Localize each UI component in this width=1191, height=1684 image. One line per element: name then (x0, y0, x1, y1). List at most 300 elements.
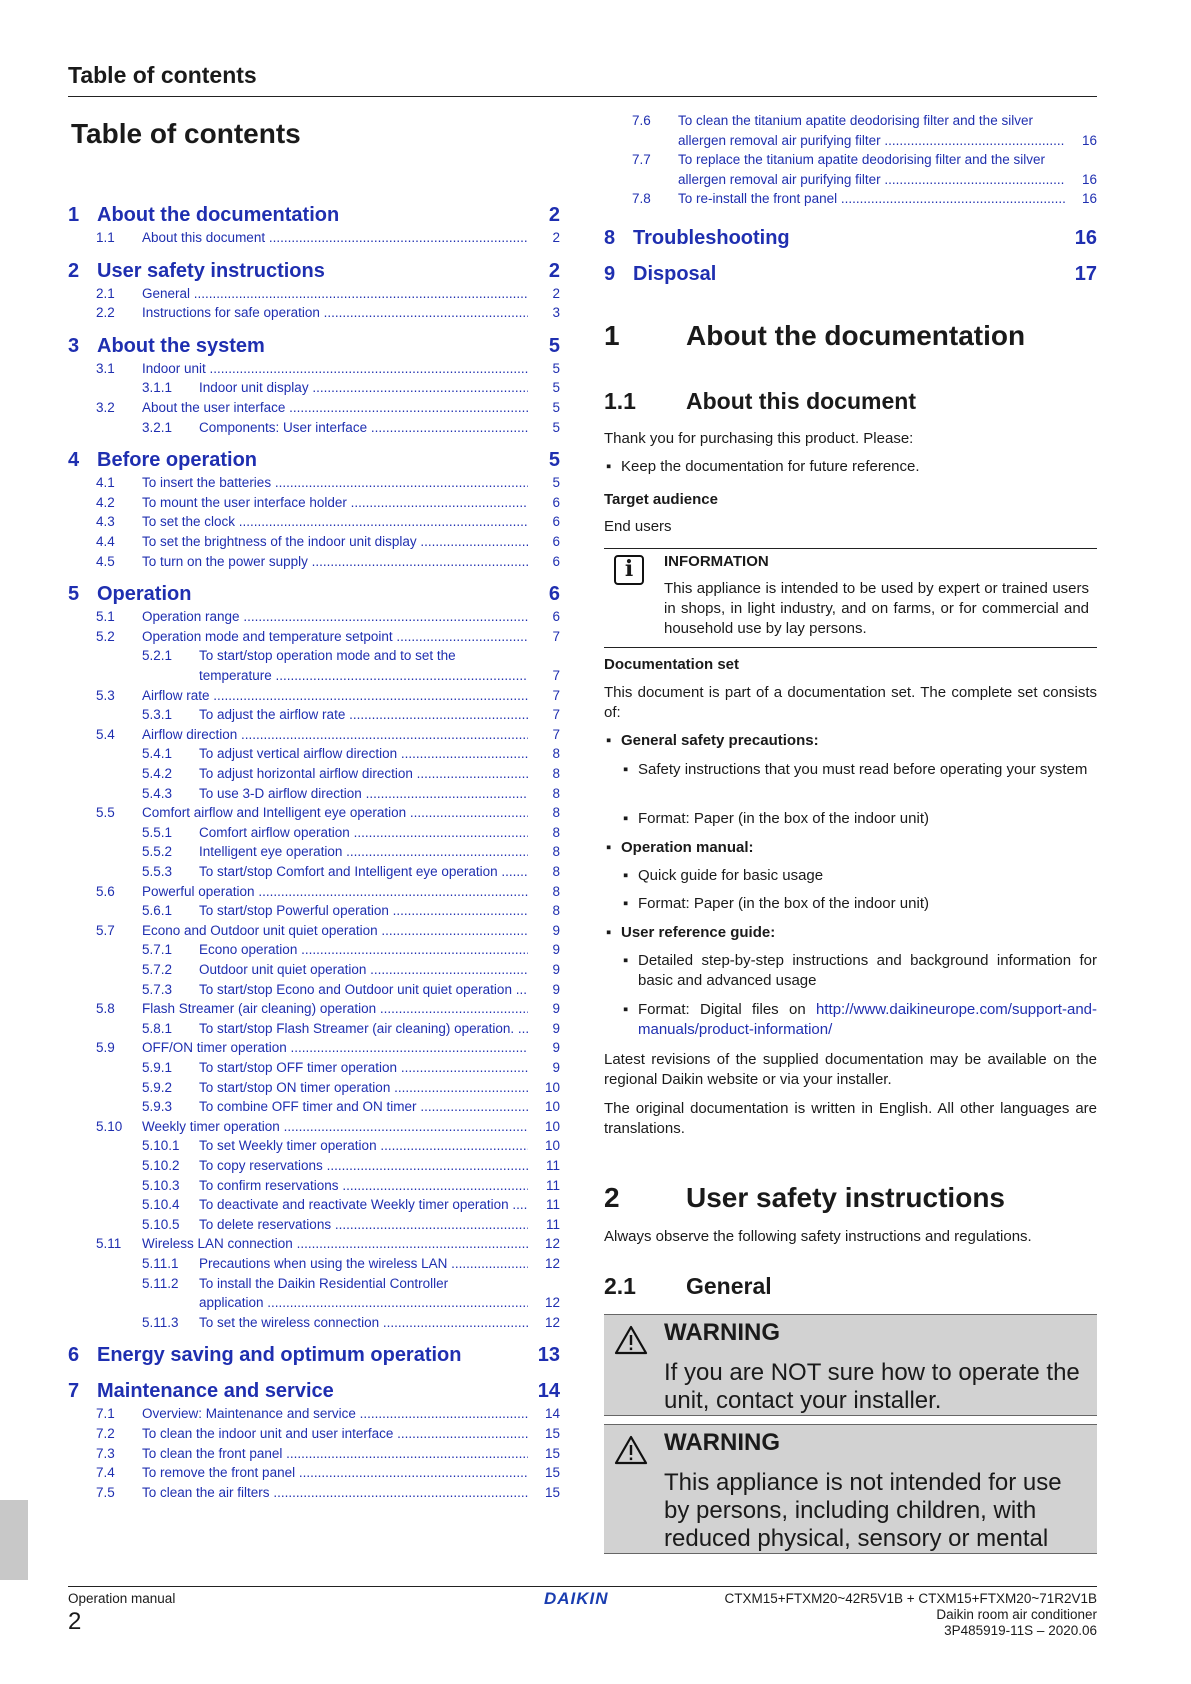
toc-entry-page: 11 (545, 1216, 560, 1232)
toc-entry-number: 7.6 (632, 113, 651, 128)
toc-entry-title: To replace the titanium apatite deodorising filter and the silver (678, 152, 1045, 168)
toc-entry-title: To copy reservations ..... (199, 1158, 528, 1173)
toc-entry-number: 5.11.1 (142, 1256, 179, 1271)
toc-entry-page: 8 (552, 805, 560, 821)
toc-entry-number: 4.4 (96, 534, 115, 549)
toc-entry[interactable] (68, 805, 560, 825)
toc-entry-title: OFF/ON timer operation ..... (142, 1040, 528, 1055)
toc-entry-number: 4.2 (96, 494, 115, 510)
toc-entry-title: General ..... (142, 286, 528, 301)
toc-entry-page: 8 (552, 766, 560, 781)
footer-page-number: 2 (68, 1608, 82, 1635)
toc-entry-number: 3.1 (96, 360, 115, 376)
toc-entry-page: 9 (552, 981, 560, 997)
toc-entry-page: 8 (552, 746, 560, 762)
docset-subitem: ▪ Format: Paper (in the box of the indoor unit) (623, 895, 929, 912)
toc-title: Table of contents (71, 118, 301, 149)
toc-entry-page: 2 (548, 204, 560, 226)
toc-entry-page: 6 (552, 609, 560, 625)
toc-entry-page: 11 (545, 1197, 560, 1213)
toc-entry[interactable] (68, 688, 560, 708)
toc-entry-number: 9 (604, 263, 616, 285)
toc-chapter-entry[interactable] (68, 204, 560, 232)
toc-entry-number: 5.10.2 (142, 1158, 180, 1173)
warning-heading: WARNING (664, 1319, 780, 1346)
toc-entry-title: Components: User interface ..... (199, 420, 528, 435)
toc-entry-number: 5.5.1 (142, 824, 173, 840)
toc-entry-title: Intelligent eye operation ..... (199, 844, 528, 859)
toc-entry[interactable] (68, 420, 560, 440)
toc-entry-title: To remove the front panel ..... (142, 1465, 528, 1480)
toc-entry[interactable] (68, 1426, 560, 1446)
docset-subitem: ▪ Quick guide for basic usage (623, 867, 824, 884)
toc-entry-number: 7 (68, 1380, 80, 1403)
side-tab (0, 1500, 28, 1580)
toc-entry-title: Indoor unit display ..... (199, 380, 528, 395)
toc-entry-title: Troubleshooting (633, 227, 790, 249)
toc-entry[interactable] (68, 1138, 560, 1158)
section-number: 1.1 (604, 388, 636, 414)
toc-entry[interactable] (68, 1295, 560, 1315)
toc-entry-title: To set the wireless connection ..... (199, 1315, 528, 1330)
toc-entry[interactable] (68, 1119, 560, 1139)
toc-entry-page: 16 (1081, 191, 1097, 207)
toc-entry-number: 5.10.4 (142, 1197, 180, 1213)
toc-entry-number: 4.5 (96, 553, 115, 569)
toc-entry-page: 7 (552, 707, 560, 723)
toc-entry-page: 2 (552, 285, 560, 301)
toc-entry-title: Weekly timer operation ..... (142, 1119, 528, 1134)
section-1-1-heading (604, 388, 1097, 418)
toc-entry[interactable] (68, 1178, 560, 1198)
toc-entry-page: 8 (552, 883, 560, 899)
toc-entry[interactable] (68, 942, 560, 962)
section-title: About this document (686, 388, 916, 414)
toc-chapter-entry[interactable] (68, 1344, 560, 1372)
toc-entry-number: 7.8 (632, 191, 651, 207)
toc-chapter-entry[interactable] (68, 583, 560, 611)
toc-entry-page: 10 (544, 1118, 560, 1134)
toc-entry-page: 9 (552, 1060, 560, 1075)
toc-entry-page: 12 (544, 1314, 560, 1330)
toc-entry[interactable] (68, 1060, 560, 1080)
toc-entry-title: To adjust the airflow rate ..... (199, 707, 528, 722)
toc-entry-number: 5.1 (96, 609, 115, 625)
toc-entry-number: 5.3 (96, 687, 115, 703)
section-title: User safety instructions (686, 1182, 1005, 1213)
toc-entry-title: To confirm reservations ..... (199, 1178, 528, 1193)
toc-entry-page: 2 (552, 230, 560, 245)
toc-entry-title: To deactivate and reactivate Weekly timer operation ..... (199, 1197, 528, 1212)
toc-entry-page: 9 (552, 1020, 560, 1036)
toc-entry-title: About the system (97, 334, 265, 357)
toc-entry-page: 15 (544, 1465, 560, 1481)
toc-entry-title: Maintenance and service (97, 1380, 334, 1403)
toc-entry[interactable] (68, 825, 560, 845)
toc-entry-page: 6 (552, 553, 560, 569)
toc-entry[interactable] (68, 766, 560, 786)
toc-entry-page: 13 (537, 1344, 560, 1367)
toc-entry-page: 12 (544, 1295, 560, 1311)
toc-entry-page: 11 (545, 1158, 560, 1173)
toc-entry[interactable] (68, 609, 560, 629)
toc-entry-number: 5.4.1 (142, 746, 173, 762)
footer-model: CTXM15+FTXM20~42R5V1B + CTXM15+FTXM20~71R2V1B (724, 1591, 1097, 1606)
footer-doc-type: Operation manual (68, 1591, 176, 1606)
section-2-intro: Always observe the following safety instructions and regulations. (604, 1228, 1032, 1245)
toc-entry[interactable] (68, 1080, 560, 1100)
toc-entry[interactable] (68, 1040, 560, 1060)
toc-entry[interactable] (68, 1256, 560, 1276)
toc-entry-page: 6 (552, 534, 560, 549)
toc-entry-page: 5 (552, 380, 560, 396)
toc-entry-title: Before operation (97, 449, 258, 472)
toc-entry-number: 5.6 (96, 883, 115, 899)
toc-entry-title: User safety instructions (97, 259, 325, 282)
toc-entry-page: 6 (548, 583, 560, 606)
toc-entry-number: 8 (604, 227, 616, 249)
toc-entry-page: 8 (552, 785, 560, 801)
warning-triangle-icon (614, 1435, 648, 1465)
toc-entry-title: allergen removal air purifying filter ..... (678, 133, 1065, 148)
toc-chapter-entry[interactable] (68, 260, 560, 288)
toc-entry-number: 3.1.1 (142, 380, 173, 396)
toc-entry-page: 5 (548, 449, 560, 472)
toc-entry-title: To clean the indoor unit and user interface ..... (142, 1426, 528, 1441)
toc-entry-title: Operation range ..... (142, 609, 528, 624)
toc-entry-title: About the documentation (97, 204, 340, 226)
toc-entry[interactable] (68, 1236, 560, 1256)
intro-bullet: ▪ Keep the documentation for future reference. (606, 458, 920, 475)
toc-entry-page: 8 (552, 903, 560, 919)
toc-entry-number: 6 (68, 1344, 80, 1367)
section-number: 2 (604, 1182, 620, 1213)
section-title: About the documentation (686, 320, 1026, 351)
toc-entry-number: 5.2.1 (142, 648, 173, 664)
toc-entry-title: To start/stop Flash Streamer (air cleaning) operation. ..... (199, 1021, 528, 1036)
toc-entry[interactable] (68, 1021, 560, 1041)
footer-product: Daikin room air conditioner (936, 1607, 1097, 1622)
toc-entry-title: Instructions for safe operation ..... (142, 305, 528, 320)
section-1-heading (604, 320, 1097, 356)
toc-entry-title: To turn on the power supply ..... (142, 554, 528, 569)
toc-entry[interactable] (68, 648, 560, 668)
toc-entry-number: 5.5.3 (142, 864, 173, 879)
toc-entry-number: 5.4.3 (142, 785, 173, 801)
toc-entry[interactable] (68, 844, 560, 864)
toc-entry-number: 5.9 (96, 1040, 115, 1056)
footer-doc-code: 3P485919-11S – 2020.06 (944, 1623, 1097, 1638)
toc-entry-title: To start/stop OFF timer operation ..... (199, 1060, 528, 1075)
toc-entry[interactable] (68, 1446, 560, 1466)
toc-entry-number: 1.1 (96, 230, 115, 245)
section-2-1-heading (604, 1273, 1097, 1303)
warning-box (604, 1424, 1097, 1554)
toc-entry-page: 7 (552, 668, 560, 683)
toc-entry-page: 12 (544, 1236, 560, 1252)
header-rule (68, 96, 1097, 97)
toc-entry-number: 2.2 (96, 305, 115, 321)
toc-entry-page: 6 (552, 514, 560, 530)
toc-entry[interactable] (68, 668, 560, 688)
toc-entry-page: 14 (544, 1406, 560, 1422)
toc-entry-page: 14 (537, 1380, 560, 1403)
toc-entry-title: To start/stop ON timer operation ..... (199, 1080, 528, 1095)
toc-entry-title: Flash Streamer (air cleaning) operation ..... (142, 1001, 528, 1016)
toc-entry-title: To start/stop Comfort and Intelligent eye operation ..... (199, 864, 528, 879)
toc-entry-number: 5.9.2 (142, 1079, 173, 1095)
toc-entry-page: 9 (552, 1040, 560, 1056)
toc-entry-page: 9 (552, 942, 560, 958)
toc-entry-title: To adjust horizontal airflow direction ..... (199, 766, 528, 781)
toc-entry-page: 11 (545, 1177, 560, 1193)
toc-entry-title: Econo and Outdoor unit quiet operation ..... (142, 923, 528, 938)
warning-heading: WARNING (664, 1429, 780, 1456)
toc-entry-number: 5.11 (96, 1236, 122, 1252)
toc-entry[interactable] (68, 286, 560, 306)
toc-entry-page: 9 (552, 1001, 560, 1017)
toc-entry-number: 7.5 (96, 1484, 115, 1500)
toc-entry[interactable] (68, 554, 560, 574)
toc-chapter-entry[interactable] (604, 263, 1097, 291)
footer-rule (68, 1586, 1097, 1587)
toc-entry-title: Operation (97, 583, 192, 606)
toc-entry-title: Comfort airflow and Intelligent eye operation ..... (142, 805, 528, 820)
toc-entry[interactable] (68, 475, 560, 495)
toc-entry-title: Powerful operation ..... (142, 884, 528, 899)
toc-entry-title: To clean the air filters ..... (142, 1485, 528, 1500)
toc-entry[interactable] (68, 884, 560, 904)
toc-entry[interactable] (68, 786, 560, 806)
toc-entry-number: 5.11.3 (142, 1314, 179, 1330)
toc-entry-number: 7.7 (632, 152, 651, 168)
toc-entry-number: 5.3.1 (142, 707, 173, 723)
daikin-logo: DAIKIN (544, 1589, 609, 1608)
toc-entry[interactable] (68, 962, 560, 982)
toc-entry-title: allergen removal air purifying filter ..... (678, 172, 1065, 187)
toc-entry-title: To set the brightness of the indoor unit display ..... (142, 534, 528, 549)
info-icon: i (614, 555, 644, 585)
toc-entry[interactable] (68, 1197, 560, 1217)
information-box (604, 548, 1097, 648)
toc-entry-number: 5.5.2 (142, 844, 173, 860)
toc-entry-number: 4 (68, 449, 80, 472)
toc-entry-number: 5.11.2 (142, 1275, 179, 1291)
toc-entry-number: 7.2 (96, 1426, 115, 1441)
toc-entry-title: Overview: Maintenance and service ..... (142, 1406, 528, 1421)
documentation-set-label: Documentation set (604, 656, 740, 673)
toc-entry-number: 5.6.1 (142, 903, 173, 919)
toc-entry-title: To install the Daikin Residential Controller (199, 1275, 449, 1291)
toc-entry-page: 12 (544, 1256, 560, 1271)
toc-entry-page: 8 (552, 864, 560, 879)
warning-box (604, 1314, 1097, 1416)
toc-entry-title: To re-install the front panel ..... (678, 191, 1065, 206)
toc-chapter-entry[interactable] (68, 1380, 560, 1408)
toc-chapter-entry[interactable] (68, 449, 560, 477)
toc-entry-page: 2 (548, 259, 560, 282)
toc-entry-page: 7 (552, 628, 560, 644)
toc-entry-title: Comfort airflow operation ..... (199, 825, 528, 840)
docset-subitem: ▪ Format: Paper (in the box of the indoor unit) (623, 810, 929, 827)
toc-entry-number: 5.8 (96, 1001, 115, 1017)
docset-item: ▪ Operation manual: (606, 839, 754, 856)
toc-entry-number: 4.1 (96, 475, 115, 491)
toc-entry-number: 4.3 (96, 514, 115, 530)
toc-entry[interactable] (68, 1217, 560, 1237)
toc-entry[interactable] (604, 172, 1097, 192)
toc-entry-page: 5 (552, 475, 560, 491)
toc-entry[interactable] (604, 152, 1097, 172)
toc-entry-title: To delete reservations ..... (199, 1217, 528, 1232)
info-heading: INFORMATION (664, 553, 769, 570)
toc-entry-number: 5.7.2 (142, 962, 173, 977)
section-number: 1 (604, 320, 620, 351)
toc-entry-title: application ..... (199, 1295, 528, 1310)
toc-chapter-entry[interactable] (68, 335, 560, 363)
toc-entry[interactable] (68, 746, 560, 766)
toc-entry[interactable] (68, 629, 560, 649)
toc-entry-page: 6 (552, 494, 560, 510)
toc-entry-title: Airflow direction ..... (142, 727, 528, 742)
toc-entry[interactable] (68, 495, 560, 515)
toc-entry-title: Operation mode and temperature setpoint ..... (142, 629, 528, 644)
toc-entry-number: 5.7.3 (142, 981, 173, 997)
target-audience-label: Target audience (604, 491, 718, 508)
toc-entry-title: Disposal (633, 263, 717, 285)
toc-entry[interactable] (68, 534, 560, 554)
toc-entry-number: 5.9.3 (142, 1099, 173, 1115)
toc-entry[interactable] (68, 1099, 560, 1119)
toc-entry-title: To adjust vertical airflow direction ..... (199, 746, 528, 761)
docset-subitem: ▪ Format: Digital files on http://www.daikineurope.com/support-and-manuals/product-information/ (623, 1001, 1097, 1038)
toc-entry-number: 3.2.1 (142, 419, 173, 435)
latest-revisions-text: Latest revisions of the supplied documentation may be available on the regional Daikin website or via your installer. (604, 1051, 1097, 1088)
toc-entry[interactable] (68, 514, 560, 534)
toc-entry-title: To start/stop Powerful operation ..... (199, 903, 528, 918)
toc-entry-title: To combine OFF timer and ON timer ..... (199, 1099, 528, 1114)
toc-entry-page: 10 (544, 1099, 560, 1115)
documentation-set-intro: This document is part of a documentation set. The complete set consists of: (604, 684, 1097, 721)
toc-entry[interactable] (604, 133, 1097, 153)
toc-entry[interactable] (68, 1158, 560, 1178)
toc-entry-page: 16 (1074, 227, 1097, 249)
toc-entry-number: 7.1 (96, 1406, 115, 1422)
toc-entry-page: 5 (548, 334, 560, 357)
toc-entry-number: 1 (68, 204, 80, 226)
toc-entry[interactable] (604, 191, 1097, 211)
toc-entry[interactable] (68, 864, 560, 884)
toc-entry-number: 5.9.1 (142, 1060, 173, 1075)
footer-product-info (724, 1591, 1097, 1639)
warning-body: This appliance is not intended for use by persons, including children, with reduced physical, sensory or mental (664, 1469, 1062, 1552)
toc-entry-page: 9 (552, 962, 560, 977)
toc-entry-title: To use 3-D airflow direction ..... (199, 786, 528, 801)
toc-entry-title: To start/stop Econo and Outdoor unit quiet operation ..... (199, 982, 528, 997)
toc-entry[interactable] (68, 982, 560, 1002)
toc-entry-title: temperature ..... (199, 668, 528, 683)
toc-entry-number: 5.4.2 (142, 766, 173, 781)
toc-entry-page: 3 (552, 305, 560, 321)
warning-body: If you are NOT sure how to operate the unit, contact your installer. (664, 1359, 1080, 1414)
toc-entry[interactable] (68, 1315, 560, 1335)
toc-entry-number: 7.3 (96, 1445, 115, 1461)
toc-entry[interactable] (68, 1001, 560, 1021)
toc-entry[interactable] (68, 361, 560, 381)
toc-entry-number: 5 (68, 583, 80, 606)
toc-entry-number: 5.5 (96, 805, 115, 821)
toc-entry[interactable] (604, 113, 1097, 133)
toc-entry-title: Indoor unit ..... (142, 361, 528, 376)
toc-entry[interactable] (68, 923, 560, 943)
toc-entry-title: Precautions when using the wireless LAN ..... (199, 1256, 528, 1271)
toc-entry-number: 5.10.1 (142, 1138, 180, 1154)
toc-entry-title: Airflow rate ..... (142, 688, 528, 703)
toc-entry-title: To clean the front panel ..... (142, 1446, 528, 1461)
docset-subitem: ▪ Detailed step-by-step instructions and background information for basic and advanced usage (623, 952, 1097, 989)
toc-entry-number: 5.7 (96, 922, 115, 938)
toc-entry-title: To set Weekly timer operation ..... (199, 1138, 528, 1153)
toc-entry-title: Outdoor unit quiet operation ..... (199, 962, 528, 977)
toc-entry-title: To start/stop operation mode and to set the (199, 648, 456, 664)
toc-entry-number: 5.2 (96, 628, 115, 644)
toc-entry[interactable] (68, 1465, 560, 1485)
toc-chapter-entry[interactable] (604, 227, 1097, 255)
toc-entry-number: 5.10.5 (142, 1216, 180, 1232)
toc-entry-number: 2 (68, 259, 80, 282)
toc-entry-page: 17 (1074, 263, 1097, 285)
toc-entry[interactable] (68, 727, 560, 747)
docset-item: ▪ User reference guide: (606, 924, 776, 941)
toc-entry-number: 5.8.1 (142, 1020, 173, 1036)
page-header: Table of contents (68, 62, 257, 88)
toc-entry[interactable] (68, 707, 560, 727)
toc-entry[interactable] (68, 305, 560, 325)
toc-entry-page: 9 (552, 922, 560, 938)
toc-entry[interactable] (68, 380, 560, 400)
toc-entry-number: 5.4 (96, 726, 115, 742)
toc-entry-page: 10 (544, 1079, 560, 1095)
toc-entry-number: 5.7.1 (142, 942, 173, 958)
toc-entry-page: 5 (552, 400, 560, 415)
daikin-support-link[interactable]: http://www.daikineurope.com/support-and-manuals/product-information/ (638, 1001, 1097, 1038)
toc-entry-title: To mount the user interface holder ..... (142, 495, 528, 510)
toc-entry-title: Wireless LAN connection ..... (142, 1236, 528, 1251)
toc-entry-number: 3 (68, 334, 80, 357)
toc-entry-number: 5.10 (96, 1118, 123, 1134)
toc-entry-title: To clean the titanium apatite deodorising filter and the silver (678, 113, 1033, 128)
section-2-heading (604, 1182, 1097, 1218)
toc-entry[interactable] (68, 400, 560, 420)
toc-entry[interactable] (68, 230, 560, 250)
toc-entry-page: 8 (552, 824, 560, 840)
toc-entry[interactable] (68, 1276, 560, 1296)
toc-entry-title: To set the clock ..... (142, 514, 528, 529)
toc-entry[interactable] (68, 1485, 560, 1505)
toc-entry-page: 7 (552, 726, 560, 742)
toc-entry[interactable] (68, 903, 560, 923)
toc-entry-title: About this document ..... (142, 230, 528, 245)
toc-entry-page: 7 (552, 687, 560, 703)
toc-entry-page: 5 (552, 360, 560, 376)
toc-entry-page: 10 (544, 1138, 560, 1154)
toc-entry-page: 5 (552, 419, 560, 435)
toc-entry[interactable] (68, 1406, 560, 1426)
warning-triangle-icon (614, 1325, 648, 1355)
toc-entry-page: 16 (1081, 171, 1097, 187)
toc-entry-page: 16 (1081, 132, 1097, 148)
original-documentation-text: The original documentation is written in English. All other languages are translations. (604, 1100, 1097, 1137)
